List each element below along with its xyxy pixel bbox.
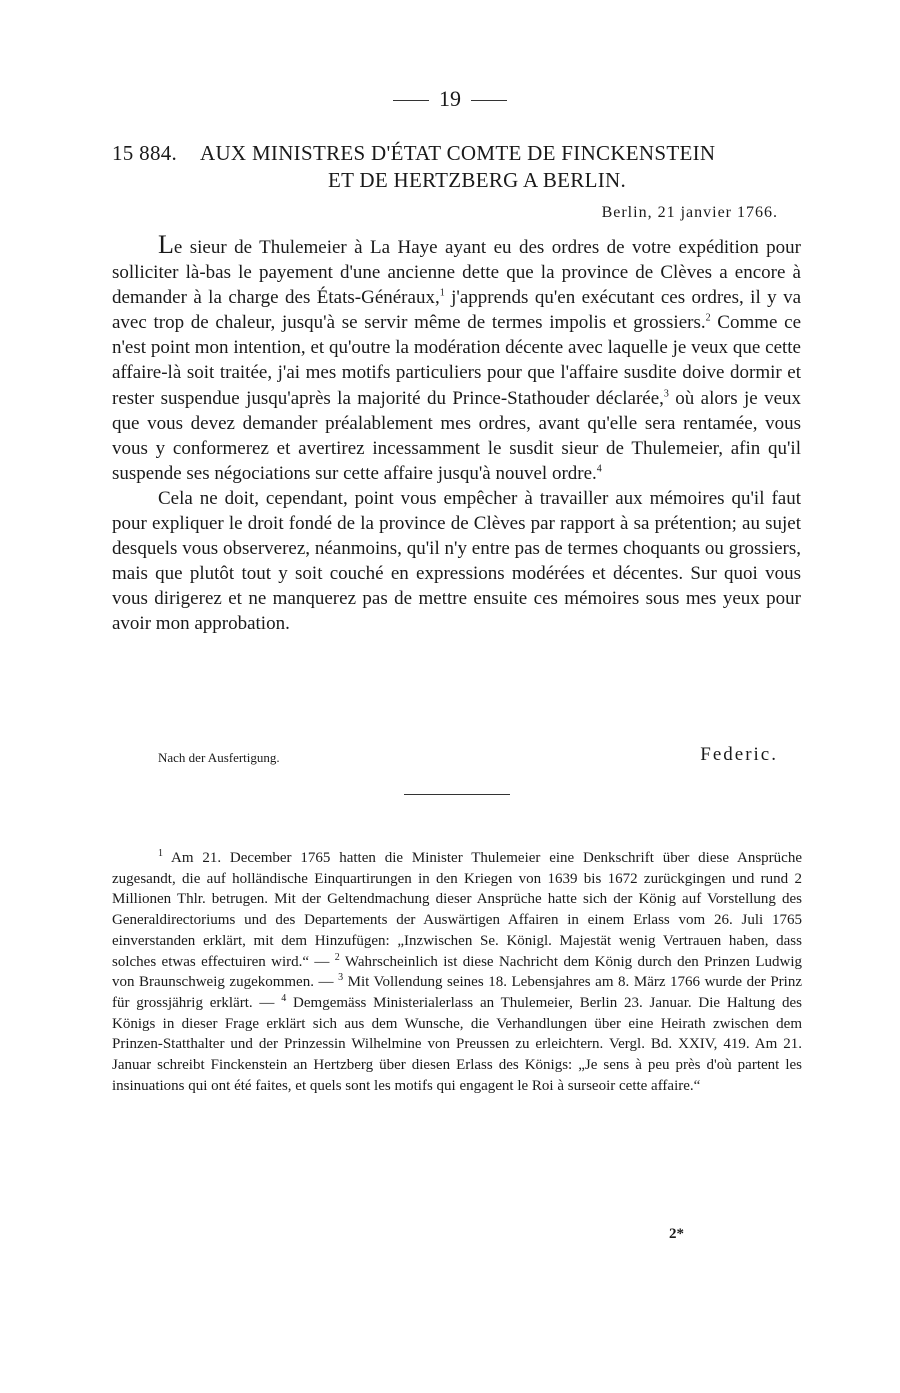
page-number [0, 86, 900, 112]
footnote-ref-3: 3 [663, 388, 669, 400]
footnote-marker-2: 2 [334, 951, 340, 963]
signature: Federic. [700, 744, 778, 765]
paragraph-1 [112, 232, 801, 486]
dateline: Berlin, 21 janvier 1766. [601, 204, 778, 221]
footnote-ref-4: 4 [596, 463, 602, 475]
para1-text-3: Comme ce n'est point mon intention, et qu'outre la modération décente avec laquelle je veux que cette affaire-là soit traitée, j'ai mes motifs particuliers pour que l'affaire susdite doive dormir et rester suspendue jusqu'après la majorité du Prince-Stathouder déclarée, [112, 312, 802, 409]
footnote-ref-2: 2 [705, 312, 711, 324]
para1-text-4: où alors je veux que vous devez demander préalablement mes ordres, avant qu'elle sera rentamée, vous vous y conformerez et avertirez incessamment le susdit sieur de Thulemeier, afin qu'il suspende ses négociations sur cette affaire jusqu'à nouvel ordre. [112, 387, 801, 484]
para1-text-2: j'apprends qu'en exécutant ces ordres, il y va avec trop de chaleur, jusqu'à se servir même de termes impolis et grossiers. [112, 287, 802, 334]
footnote-3: Mit Vollendung seines 18. Lebensjahres am 8. März 1766 wurde der Prinz für grossjährig erklärt. — [112, 974, 802, 1011]
footnote-2: Wahrscheinlich ist diese Nachricht dem König durch den Prinzen Ludwig von Braunschweig zugekommen. — [112, 953, 802, 991]
letter-heading [112, 140, 802, 194]
heading-title-line2: ET DE HERTZBERG A BERLIN. [327, 168, 627, 192]
footnote-ref-1: 1 [439, 287, 445, 299]
letter-body [112, 232, 801, 637]
page-number-rule-left [393, 100, 429, 101]
paragraph-2: Cela ne doit, cependant, point vous empêcher à travailler aux mémoires qu'il faut pour expliquer le droit fondé de la province de Clèves par rapport à sa prétention; au sujet desquels vous observerez, néanmoins, qu'il n'y entre pas de termes choquants ou grossiers, mais que plutôt tout y soit couché en expressions modérées et décentes. Sur quoi vous vous dirigerez et ne manquerez pas de mettre ensuite ces mémoires sous mes yeux pour avoir mon approbation. [112, 487, 801, 635]
footnote-marker-1: 1 [158, 848, 163, 859]
signature-mark: 2* [669, 1226, 684, 1242]
heading-line-1 [112, 140, 802, 167]
page-number-rule-right [471, 100, 507, 101]
section-divider [404, 794, 510, 795]
footnote-marker-3: 3 [338, 972, 344, 984]
para1-text-1: Le sieur de Thulemeier à La Haye ayant eu des ordres de votre expédition pour solliciter là-bas le payement d'une ancienne dette que la province de Clèves a encore à demander à la charge des États-Généraux, [112, 230, 801, 309]
letter-number: 15 884. [112, 141, 178, 165]
footnote-4: Demgemäss Ministerialerlass an Thulemeier, Berlin 23. Januar. Die Haltung des Königs in dieser Frage erklärt sich aus dem Wunsche, die Verhandlungen über eine Heirath zwischen dem Prinzen-Statthalter und der Prinzessin Wilhelmine von Preussen zu erleichtern. Vergl. Bd. XXIV, 419. Am 21. Januar schreibt Finckenstein an Hertzberg über diesen Erlass des Königs: „Je sens à peu près d'où partent les insinuations qui ont été faites, et quels sont les motifs qui engagent le Roi à surseoir cette affaire.“ [112, 994, 802, 1094]
footnotes-text [112, 848, 802, 1096]
footnote-marker-4: 4 [281, 992, 287, 1004]
footnotes [112, 848, 802, 1096]
source-note: Nach der Ausfertigung. [158, 750, 280, 765]
page-number-text: 19 [439, 86, 461, 111]
heading-title-line1: AUX MINISTRES D'ÉTAT COMTE DE FINCKENSTEIN [200, 141, 716, 165]
footnote-1: Am 21. December 1765 hatten die Minister Thulemeier eine Denkschrift über diese Ansprüche zugesandt, die auf holländische Einquartirungen in den Kriegen von 1639 bis 1672 zurückgingen und rund 2 Millionen Thlr. betrugen. Mit der Geltendmachung dieser Ansprüche hatte sich der König auf Vorstellung des Generaldirectoriums und des Departements der Auswärtigen Affairen in einem Erlass vom 26. Juli 1765 einverstanden erklärt, mit dem Hinzufügen: „Inzwischen Se. Königl. Majestät wenig Vertrauen haben, dass solches etwas effectuiren wird.“ — [112, 850, 802, 970]
